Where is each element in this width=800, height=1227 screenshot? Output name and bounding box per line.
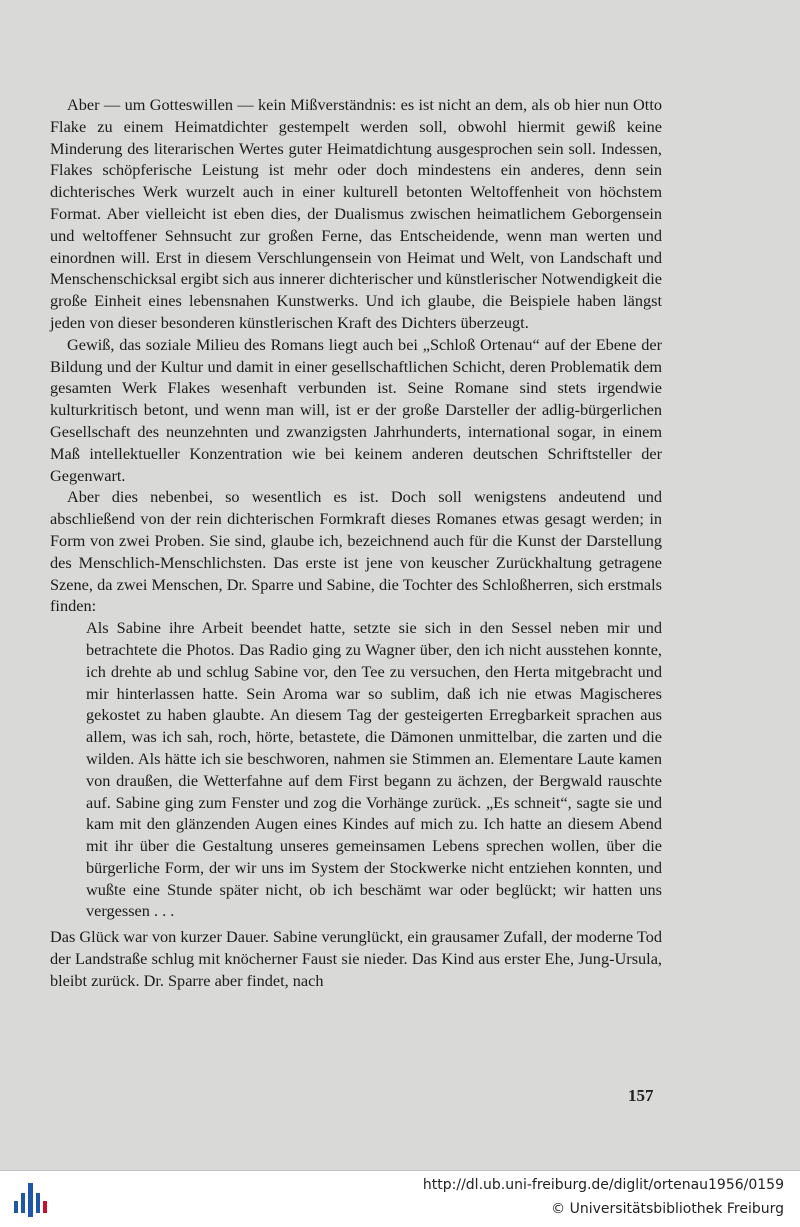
paragraph-3: Aber dies nebenbei, so wesentlich es ist. Doch soll wenigstens andeutend und abschließend von der rein dichterischen Formkraft dieses Romanes etwas gesagt werden; in Form von zwei Proben. Sie sind, glaube ich, bezeichnend auch für die Kunst der Darstellung des Menschlich-Menschlichsten. Das erste ist jene von keuscher Zurückhaltung getragene Szene, da zwei Menschen, Dr. Sparre und Sabine, die Tochter des Schloßherren, sich erstmals finden: — [50, 487, 662, 616]
paragraph-after-quote: Das Glück war von kurzer Dauer. Sabine verunglückt, ein grausamer Zufall, der moderne Tod der Landstraße schlug mit knöcherner Faust sie nieder. Das Kind aus erster Ehe, Jung-Ursula, bleibt zurück. Dr. Sparre aber findet, nach — [50, 927, 662, 990]
paragraph-2: Gewiß, das soziale Milieu des Romans liegt auch bei „Schloß Ortenau“ auf der Ebene der Bildung und der Kultur und damit in einer gesellschaftlichen Schicht, deren Problematik dem gesamten Werk Flakes wesenhaft verbunden ist. Seine Romane sind stets irgendwie kulturkritisch betont, und wenn man will, ist er der große Darsteller der adlig-bürgerlichen Gesellschaft des neunzehnten und zwanzigsten Jahrhunderts, international sogar, in einem Maß intellektueller Konzentration wie bei keinem anderen deutschen Schriftsteller der Gegenwart. — [50, 334, 662, 485]
block-quote: Als Sabine ihre Arbeit beendet hatte, setzte sie sich in den Sessel neben mir und betrachtete die Photos. Das Radio ging zu Wagner über, den ich nicht ausstehen konnte, ich drehte ab und schlug Sabine vor, den Tee zu versuchen, den Herta mitgebracht und mir hinterlassen hatte. Sein Aroma war so sublim, daß ich nie etwas Magischeres gekostet zu haben glaubte. An diesem Tag der gesteigerten Erregbarkeit sprachen aus allem, was ich sah, roch, hörte, betastete, die Dämonen unmittelbar, die zarten und die wilden. Als hätte ich sie beschworen, nahmen sie Stimmen an. Elementare Laute kamen von draußen, die Wetterfahne auf dem First begann zu ächzen, der Bergwald rauschte auf. Sabine ging zum Fenster und zog die Vorhänge zurück. „Es schneit“, sagte sie und kam mit den glänzenden Augen eines Kindes auf mich zu. Ich hatte an diesem Abend mit ihr über die Gestaltung unseres gemeinsamen Lebens sprechen wollen, über die bürgerliche Form, der wir uns im System der Stockwerke nicht entziehen konnten, und wußte eine Stunde später nicht, ob ich beschämt war oder beglückt; wir hatten uns vergessen . . . — [86, 618, 662, 921]
viewer-footer — [0, 1170, 800, 1227]
university-library-logo-icon[interactable] — [12, 1179, 52, 1221]
copyright-text: © Universitätsbibliothek Freiburg — [551, 1201, 784, 1217]
paragraph-1: Aber — um Gotteswillen — kein Mißverständnis: es ist nicht an dem, als ob hier nun Otto Flake zu einem Heimatdichter gestempelt werden soll, obwohl hiermit gewiß keine Minderung des literarischen Wertes guter Heimatdichtung ausgesprochen sein soll. Indessen, Flakes schöpferische Leistung ist mehr oder doch mindestens ein anderes, denn sein dichterisches Werk wurzelt auch in einer kulturell betonten Weltoffenheit von höchstem Format. Aber vielleicht ist eben dies, der Dualismus zwischen heimatlichem Geborgensein und weltoffener Sehnsucht zur großen Ferne, das Entscheidende, wenn man werten und einordnen will. Erst in diesem Verschlungensein von Heimat und Welt, von Landschaft und Menschenschicksal ergibt sich aus innerer dichterischer und künstlerischer Notwendigkeit die große Einheit eines lebensnahen Kunstwerks. Und ich glaube, die Beispiele haben längst jeden von dieser besonderen künstlerischen Kraft des Dichters überzeugt. — [50, 95, 662, 332]
page-number: 157 — [628, 1086, 654, 1105]
source-url-link[interactable]: http://dl.ub.uni-freiburg.de/diglit/ortenau1956/0159 — [422, 1177, 784, 1193]
body-text — [50, 94, 662, 992]
